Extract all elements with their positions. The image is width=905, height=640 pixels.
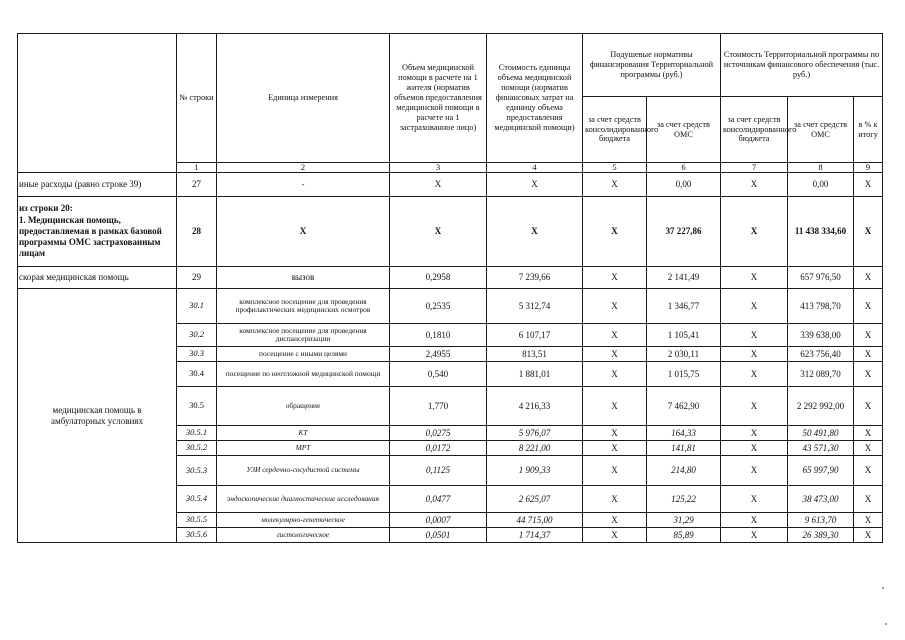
row-c9: X: [854, 347, 883, 362]
row-cost: 7 239,66: [487, 267, 583, 289]
col-number-blank: [18, 163, 177, 173]
row-c9: X: [854, 197, 883, 267]
row-c6: 125,22: [647, 486, 721, 513]
row-c8: 623 756,40: [788, 347, 854, 362]
header-unit: Единица измерения: [217, 34, 390, 163]
row-c9: X: [854, 387, 883, 426]
row-volume: 1,770: [390, 387, 487, 426]
row-unit: комплексное посещение для проведения диспансеризации: [217, 324, 390, 347]
row-c5: X: [583, 173, 647, 197]
col-number: 1: [177, 163, 217, 173]
header-row-no: № строки: [177, 34, 217, 163]
row-c9: X: [854, 426, 883, 441]
table-row: [18, 289, 883, 324]
row-c9: X: [854, 173, 883, 197]
row-volume: 0,0477: [390, 486, 487, 513]
row-c5: X: [583, 456, 647, 486]
row-c6: 31,29: [647, 513, 721, 528]
row-cost: X: [487, 197, 583, 267]
row-c9: X: [854, 456, 883, 486]
row-c5: X: [583, 324, 647, 347]
header-label-blank: [18, 34, 177, 163]
financing-table: [17, 33, 883, 543]
row-c8: 413 798,70: [788, 289, 854, 324]
row-c9: X: [854, 362, 883, 387]
row-c8: 38 473,00: [788, 486, 854, 513]
row-c5: X: [583, 441, 647, 456]
col-number: 6: [647, 163, 721, 173]
row-c7: X: [721, 426, 788, 441]
row-c7: X: [721, 513, 788, 528]
row-volume: 0,0172: [390, 441, 487, 456]
row-c9: X: [854, 289, 883, 324]
row-c6: 164,33: [647, 426, 721, 441]
row-c8: 312 089,70: [788, 362, 854, 387]
row-c6: 1 346,77: [647, 289, 721, 324]
row-volume: 0,0007: [390, 513, 487, 528]
row-c6: 37 227,86: [647, 197, 721, 267]
row-no: 28: [177, 197, 217, 267]
row-c6: 214,80: [647, 456, 721, 486]
row-cost: 1 881,01: [487, 362, 583, 387]
row-c7: X: [721, 362, 788, 387]
row-c6: 2 030,11: [647, 347, 721, 362]
col-number: 9: [854, 163, 883, 173]
row-c7: X: [721, 324, 788, 347]
row-c7: X: [721, 441, 788, 456]
row-volume: 0,0501: [390, 528, 487, 543]
header-volume: Объем медицинской помощи в расчете на 1 жителя (норматив объемов предоставления медицинской помощи в расчете на 1 застрахованное лицо): [390, 34, 487, 163]
row-c6: 7 462,90: [647, 387, 721, 426]
row-no: 30.1: [177, 289, 217, 324]
row-c5: X: [583, 513, 647, 528]
row-no: 30.2: [177, 324, 217, 347]
row-volume: 0,1125: [390, 456, 487, 486]
row-c5: X: [583, 347, 647, 362]
row-unit: гистологическое: [217, 528, 390, 543]
row-c7: X: [721, 528, 788, 543]
row-cost: 2 625,07: [487, 486, 583, 513]
row-c7: X: [721, 289, 788, 324]
row-c9: X: [854, 267, 883, 289]
row-cost: 5 312,74: [487, 289, 583, 324]
row-c9: X: [854, 528, 883, 543]
row-cost: 5 976,07: [487, 426, 583, 441]
row-volume: X: [390, 197, 487, 267]
ambulatory-group-label: медицинская помощь в амбулаторных условиях: [18, 289, 177, 543]
col-number: 2: [217, 163, 390, 173]
row-c6: 1 015,75: [647, 362, 721, 387]
row-volume: 2,4955: [390, 347, 487, 362]
row-cost: 1 714,37: [487, 528, 583, 543]
row-no: 30.5.6: [177, 528, 217, 543]
row-no: 27: [177, 173, 217, 197]
row-cost: 8 221,00: [487, 441, 583, 456]
col-number: 7: [721, 163, 788, 173]
row-unit: обращение: [217, 387, 390, 426]
row-unit: X: [217, 197, 390, 267]
row-volume: 0,540: [390, 362, 487, 387]
col-number: 4: [487, 163, 583, 173]
row-c8: 65 997,90: [788, 456, 854, 486]
header-cost: Стоимость единицы объема медицинской помощи (норматив финансовых затрат на единицу объема предоставления медицинской помощи): [487, 34, 583, 163]
row-c5: X: [583, 289, 647, 324]
row-c6: 1 105,41: [647, 324, 721, 347]
row-c7: X: [721, 387, 788, 426]
header-per-capita: Подушевые нормативы финансирования Территориальной программы (руб.): [583, 34, 721, 97]
row-c9: X: [854, 486, 883, 513]
row-unit: -: [217, 173, 390, 197]
row-label: скорая медицинская помощь: [18, 267, 177, 289]
row-c8: 339 638,00: [788, 324, 854, 347]
row-c5: X: [583, 528, 647, 543]
row-c8: 43 571,30: [788, 441, 854, 456]
row-no: 30.4: [177, 362, 217, 387]
row-unit: вызов: [217, 267, 390, 289]
row-c7: X: [721, 486, 788, 513]
table-row: [18, 197, 883, 267]
row-volume: 0,2958: [390, 267, 487, 289]
row-c5: X: [583, 486, 647, 513]
row-c5: X: [583, 387, 647, 426]
row-c8: 0,00: [788, 173, 854, 197]
row-unit: посещение с иными целями: [217, 347, 390, 362]
row-c8: 657 976,50: [788, 267, 854, 289]
row-no: 29: [177, 267, 217, 289]
row-unit: МРТ: [217, 441, 390, 456]
row-c8: 9 613,70: [788, 513, 854, 528]
row-c8: 26 389,30: [788, 528, 854, 543]
row-label: иные расходы (равно строке 39): [18, 173, 177, 197]
row-unit: КТ: [217, 426, 390, 441]
row-c6: 85,89: [647, 528, 721, 543]
row-cost: X: [487, 173, 583, 197]
row-no: 30.5.2: [177, 441, 217, 456]
row-cost: 813,51: [487, 347, 583, 362]
row-no: 30.5.1: [177, 426, 217, 441]
row-c6: 2 141,49: [647, 267, 721, 289]
col-number: 3: [390, 163, 487, 173]
row-c9: X: [854, 513, 883, 528]
row-cost: 1 909,33: [487, 456, 583, 486]
header-program-cost: Стоимость Территориальной программы по источникам финансового обеспечения (тыс. руб.): [721, 34, 883, 97]
row-c7: X: [721, 173, 788, 197]
row-c8: 11 438 334,60: [788, 197, 854, 267]
header-c8-oms: за счет средств ОМС: [788, 97, 854, 163]
row-volume: 0,2535: [390, 289, 487, 324]
row-c8: 2 292 992,00: [788, 387, 854, 426]
row-unit: молекулярно-генетическое: [217, 513, 390, 528]
row-c7: X: [721, 197, 788, 267]
row-unit: эндоскопические диагностические исследования: [217, 486, 390, 513]
row-unit: УЗИ сердечно-сосудистой системы: [217, 456, 390, 486]
row-unit: комплексное посещение для проведения профилактических медицинских осмотров: [217, 289, 390, 324]
row-volume: 0,0275: [390, 426, 487, 441]
row-volume: X: [390, 173, 487, 197]
row-no: 30.5.5: [177, 513, 217, 528]
header-c9-percent: в % к итогу: [854, 97, 883, 163]
row-no: 30.5.3: [177, 456, 217, 486]
header-c5-budget: за счет средств консолидированного бюджета: [583, 97, 647, 163]
row-no: 30.3: [177, 347, 217, 362]
header-c7-budget: за счет средств консолидированного бюджета: [721, 97, 788, 163]
row-c8: 50 491,80: [788, 426, 854, 441]
row-volume: 0,1810: [390, 324, 487, 347]
row-c7: X: [721, 347, 788, 362]
header-c6-oms: за счет средств ОМС: [647, 97, 721, 163]
table-row: [18, 267, 883, 289]
row-cost: 44 715,00: [487, 513, 583, 528]
row-cost: 6 107,17: [487, 324, 583, 347]
row-label: из строки 20: 1. Медицинская помощь, предоставляемая в рамках базовой программы ОМС застрахованным лицам: [18, 197, 177, 267]
row-c9: X: [854, 324, 883, 347]
row-c5: X: [583, 267, 647, 289]
row-unit: посещение по неотложной медицинской помощи: [217, 362, 390, 387]
row-c5: X: [583, 362, 647, 387]
scan-speck: [882, 587, 884, 589]
row-c6: 141,81: [647, 441, 721, 456]
row-cost: 4 216,33: [487, 387, 583, 426]
table-row: [18, 173, 883, 197]
row-c9: X: [854, 441, 883, 456]
col-number: 5: [583, 163, 647, 173]
row-no: 30.5.4: [177, 486, 217, 513]
scan-speck: [885, 623, 887, 625]
row-c5: X: [583, 426, 647, 441]
row-c7: X: [721, 267, 788, 289]
row-no: 30.5: [177, 387, 217, 426]
col-number: 8: [788, 163, 854, 173]
row-c6: 0,00: [647, 173, 721, 197]
row-c5: X: [583, 197, 647, 267]
row-c7: X: [721, 456, 788, 486]
